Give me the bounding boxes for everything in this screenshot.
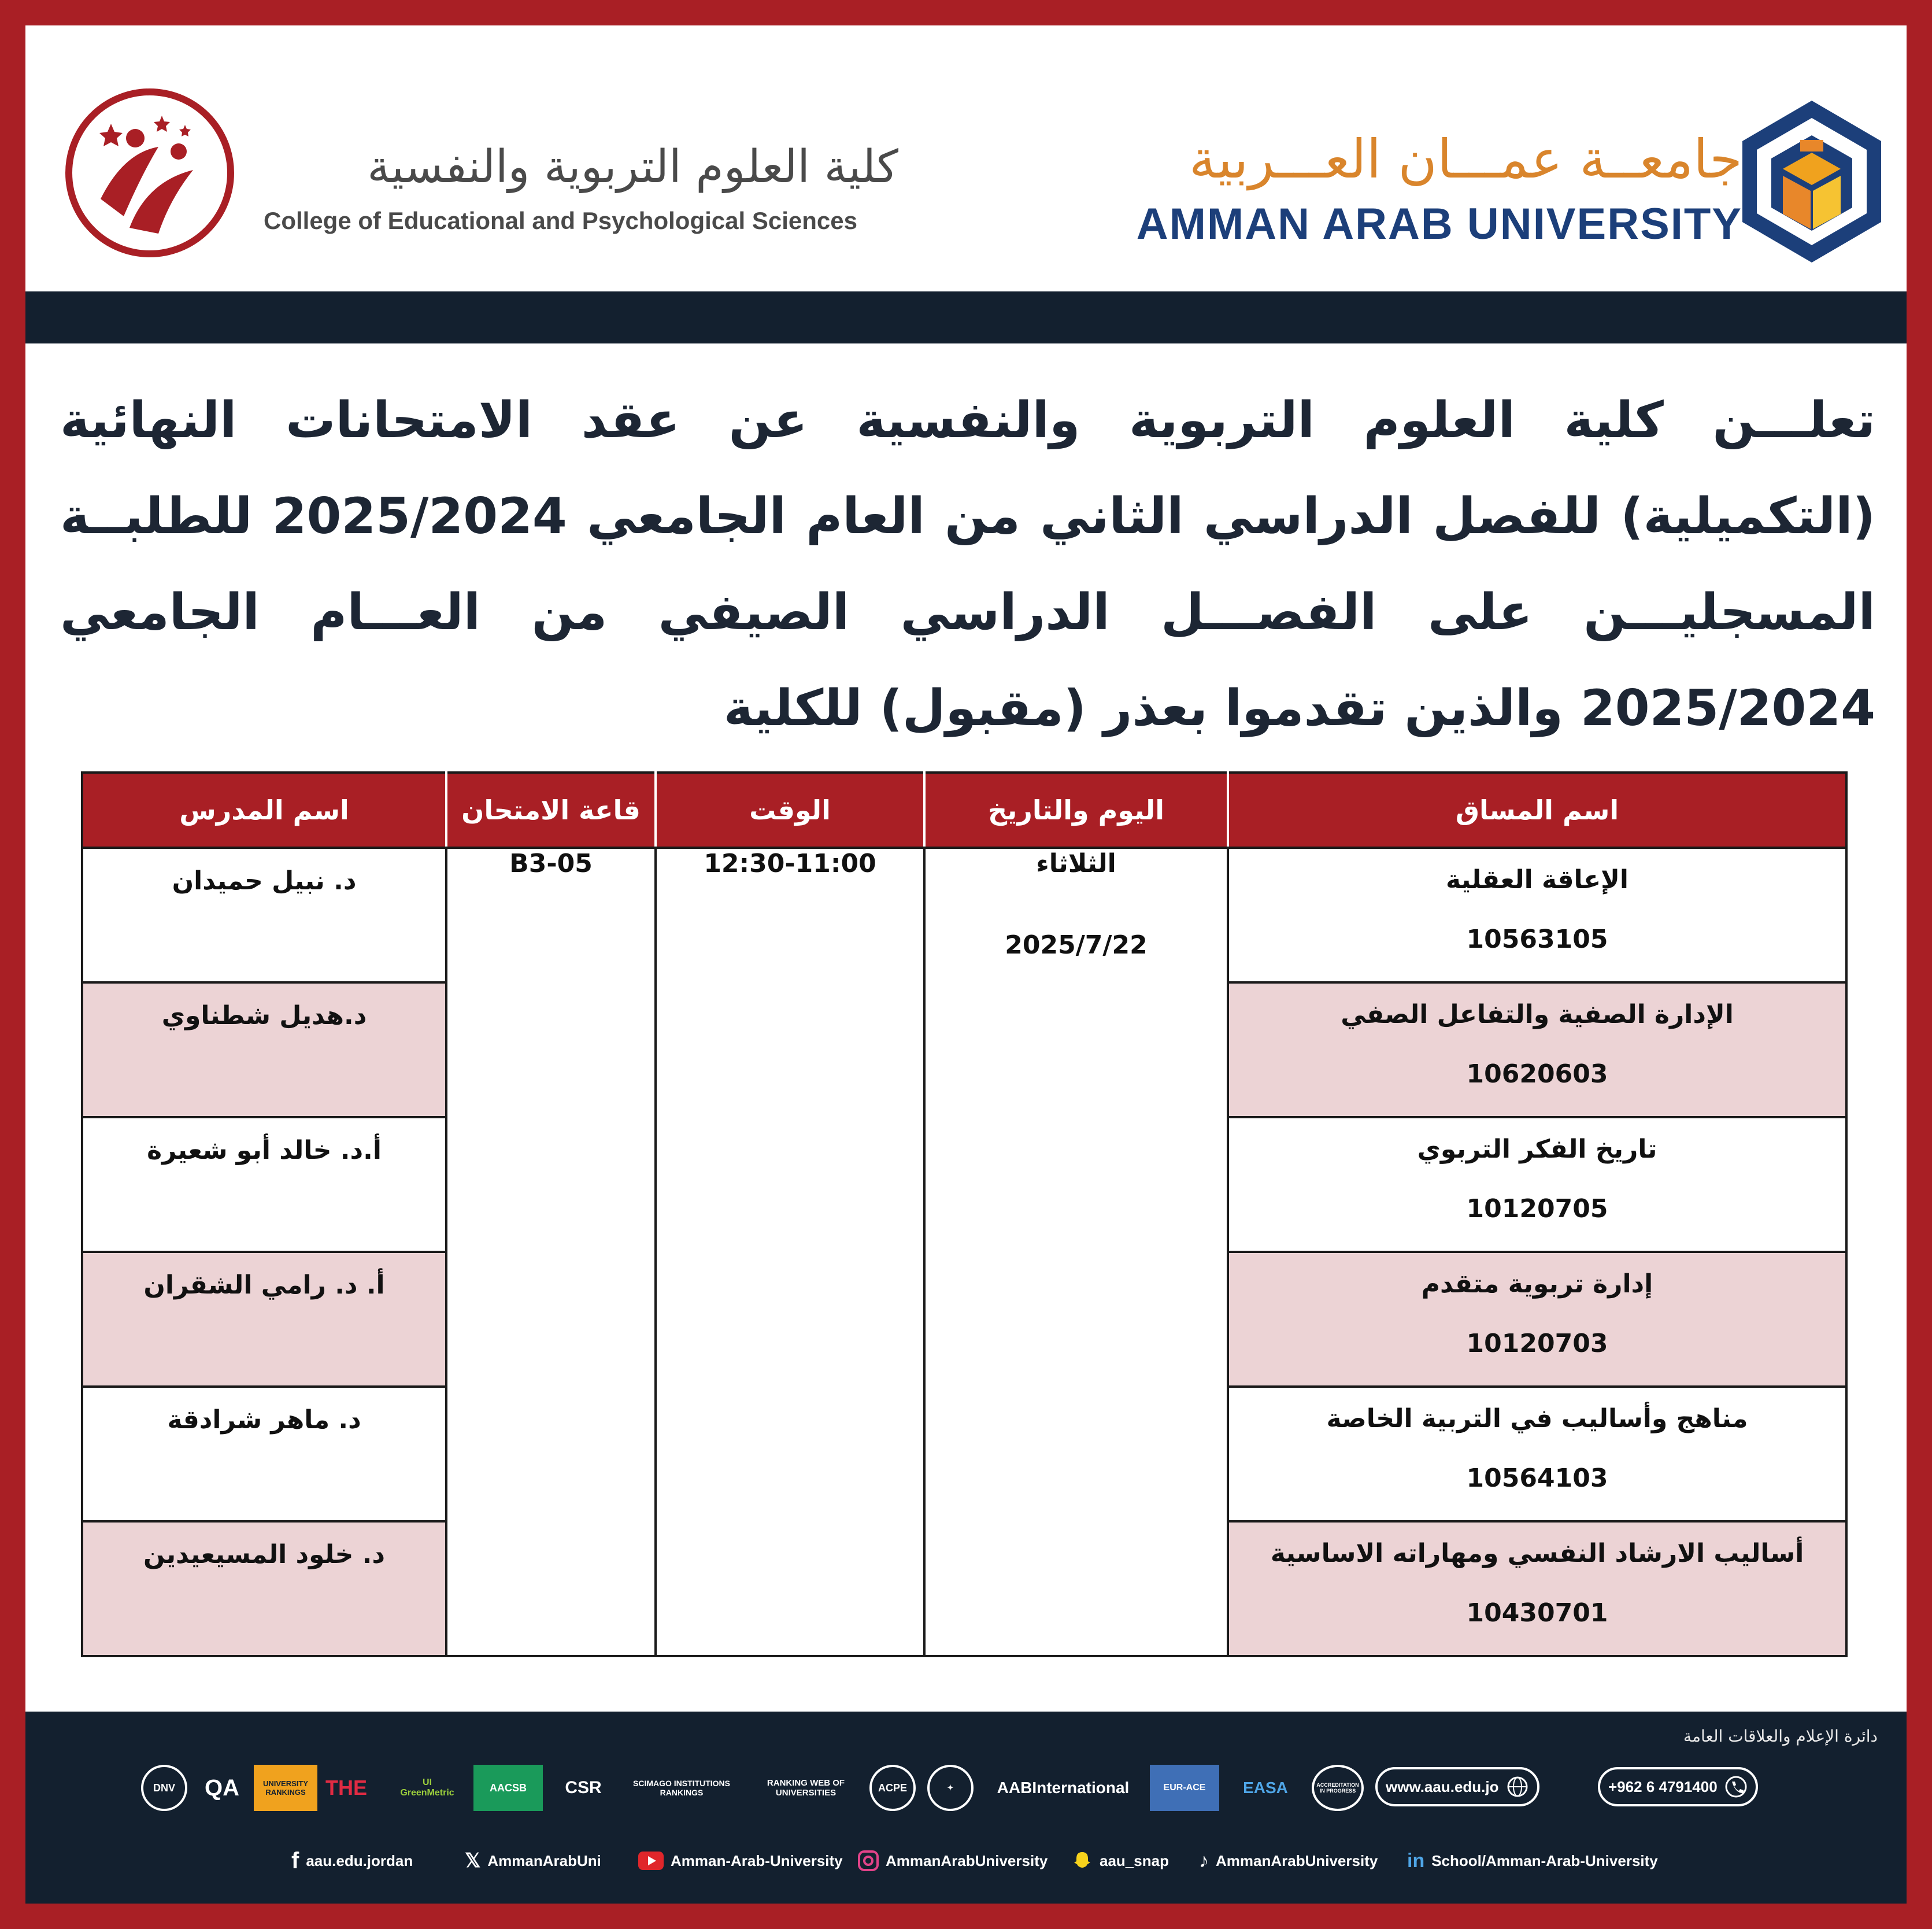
teacher-cell [82, 1387, 446, 1521]
teacher-cell [82, 982, 446, 1117]
snapchat-link[interactable] [1072, 1843, 1169, 1878]
course-name: الإدارة الصفية والتفاعل الصفي [1341, 1000, 1734, 1029]
instagram-icon [858, 1850, 879, 1871]
college-name-arabic: كلية العلوم التربوية والنفسية [367, 141, 898, 193]
time-cell [656, 848, 924, 1656]
instagram-link[interactable] [858, 1843, 1048, 1878]
college-logo-icon [60, 83, 239, 263]
teacher-name: د. ماهر شرادقة [167, 1405, 361, 1435]
teacher-cell [82, 1252, 446, 1387]
course-code: 10620603 [1466, 1059, 1608, 1089]
header-day-date: اليوم والتاريخ [924, 773, 1228, 848]
acpe-badge: ACPE [869, 1765, 916, 1811]
header-teacher: اسم المدرس [82, 773, 446, 848]
header-divider [25, 291, 1907, 343]
x-link[interactable] [465, 1843, 601, 1878]
teacher-cell [82, 1521, 446, 1656]
teacher-cell [82, 848, 446, 982]
course-cell [1228, 1387, 1846, 1521]
accreditation-badges [141, 1765, 1818, 1817]
course-name: تاريخ الفكر التربوي [1417, 1135, 1657, 1164]
course-cell [1228, 982, 1846, 1117]
teacher-name: د. نبيل حميدان [172, 866, 357, 896]
social-links [291, 1843, 1679, 1878]
seal-icon: ✦ [927, 1765, 974, 1811]
youtube-handle: Amman-Arab-University [671, 1852, 843, 1869]
tiktok-icon: ♪ [1199, 1849, 1209, 1872]
course-code: 10564103 [1466, 1464, 1608, 1493]
linkedin-link[interactable] [1407, 1843, 1658, 1878]
course-code: 10430701 [1466, 1598, 1608, 1628]
youtube-icon [638, 1852, 664, 1870]
room-cell [446, 848, 656, 1656]
course-code: 10120703 [1466, 1329, 1608, 1358]
facebook-icon: f [291, 1847, 299, 1873]
qa-badge: QA [205, 1775, 239, 1801]
website-text: www.aau.edu.jo [1386, 1778, 1499, 1795]
csr-badge: CSR [565, 1778, 602, 1797]
website-link[interactable] [1375, 1767, 1539, 1806]
course-cell [1228, 848, 1846, 982]
university-rankings-badge: UNIVERSITY RANKINGS [254, 1765, 317, 1811]
poster [25, 25, 1907, 1904]
easa-badge: EASA [1243, 1779, 1288, 1797]
table-row [82, 848, 1846, 982]
university-logo-icon [1737, 95, 1887, 268]
course-code: 10120705 [1466, 1194, 1608, 1224]
exam-time: 12:30-11:00 [704, 849, 876, 878]
aacsb-badge: AACSB [473, 1765, 543, 1811]
eur-ace-badge: EUR-ACE [1150, 1765, 1219, 1811]
phone-link[interactable] [1598, 1767, 1758, 1806]
department-label: دائرة الإعلام والعلاقات العامة [1683, 1727, 1878, 1746]
teacher-cell [82, 1117, 446, 1252]
course-cell [1228, 1521, 1846, 1656]
accreditation-badge: ACCREDITATION IN PROGRESS [1312, 1765, 1364, 1811]
x-icon: 𝕏 [465, 1850, 481, 1872]
youtube-link[interactable] [638, 1843, 843, 1878]
x-handle: AmmanArabUni [487, 1852, 601, 1869]
teacher-name: أ.د. خالد أبو شعيرة [147, 1136, 382, 1165]
header-time: الوقت [656, 773, 924, 848]
greenmetric-badge: UI GreenMetric [400, 1778, 454, 1798]
snapchat-icon [1072, 1850, 1093, 1871]
header-room: قاعة الامتحان [446, 773, 656, 848]
facebook-handle: aau.edu.jordan [306, 1852, 413, 1869]
course-name: الإعاقة العقلية [1446, 865, 1628, 895]
course-name: إدارة تربوية متقدم [1421, 1269, 1653, 1299]
tiktok-handle: AmmanArabUniversity [1216, 1852, 1378, 1869]
header-course: اسم المساق [1228, 773, 1846, 848]
globe-icon [1506, 1775, 1529, 1798]
exam-schedule-table [81, 771, 1848, 1657]
linkedin-handle: School/Amman-Arab-University [1431, 1852, 1658, 1869]
teacher-name: د. خلود المسيعيدين [143, 1540, 385, 1569]
teacher-name: أ. د. رامي الشقران [143, 1270, 385, 1300]
exam-room: B3-05 [509, 849, 593, 878]
table-header-row [82, 773, 1846, 848]
snapchat-handle: aau_snap [1100, 1852, 1169, 1869]
course-cell [1228, 1117, 1846, 1252]
course-cell [1228, 1252, 1846, 1387]
the-badge: THE [325, 1776, 367, 1799]
course-name: أساليب الارشاد النفسي ومهاراته الاساسية [1270, 1539, 1804, 1568]
header [25, 25, 1907, 291]
day-date-cell [924, 848, 1228, 1656]
phone-icon [1724, 1775, 1748, 1798]
linkedin-icon: in [1407, 1849, 1425, 1872]
course-name: مناهج وأساليب في التربية الخاصة [1326, 1404, 1748, 1433]
phone-text: +962 6 4791400 [1608, 1778, 1718, 1795]
scimago-badge: SCIMAGO INSTITUTIONS RANKINGS [633, 1779, 730, 1797]
college-name-english: College of Educational and Psychological Sciences [264, 207, 857, 234]
aab-international-badge: AABInternational [997, 1779, 1130, 1797]
course-code: 10563105 [1466, 925, 1608, 954]
exam-date: 2025/7/22 [1005, 930, 1148, 960]
dnv-badge: DNV [141, 1765, 187, 1811]
university-name-arabic: جامعــة عمـــان العـــربية [1189, 128, 1742, 190]
footer [25, 1712, 1907, 1904]
tiktok-link[interactable] [1199, 1843, 1378, 1878]
facebook-link[interactable] [291, 1843, 413, 1878]
exam-day: الثلاثاء [1036, 849, 1116, 878]
university-name-english: AMMAN ARAB UNIVERSITY [1136, 199, 1742, 249]
announcement-title: تعلـــن كلية العلوم التربوية والنفسية عن عقد الامتحانات النهائية (التكميلية) للفصل الدراسي الثاني من العام الجامعي 2025/2024 للطلبــة المسجليـــن على الفصـــل الدراسي الصيفي من العـــام الجامعي 2025/2024 والذين تقدموا بعذر (مقبول) للكلية [60, 391, 1875, 737]
teacher-name: د.هديل شطناوي [161, 1001, 367, 1030]
ranking-web-badge: RANKING WEB OF UNIVERSITIES [767, 1778, 845, 1798]
instagram-handle: AmmanArabUniversity [886, 1852, 1048, 1869]
